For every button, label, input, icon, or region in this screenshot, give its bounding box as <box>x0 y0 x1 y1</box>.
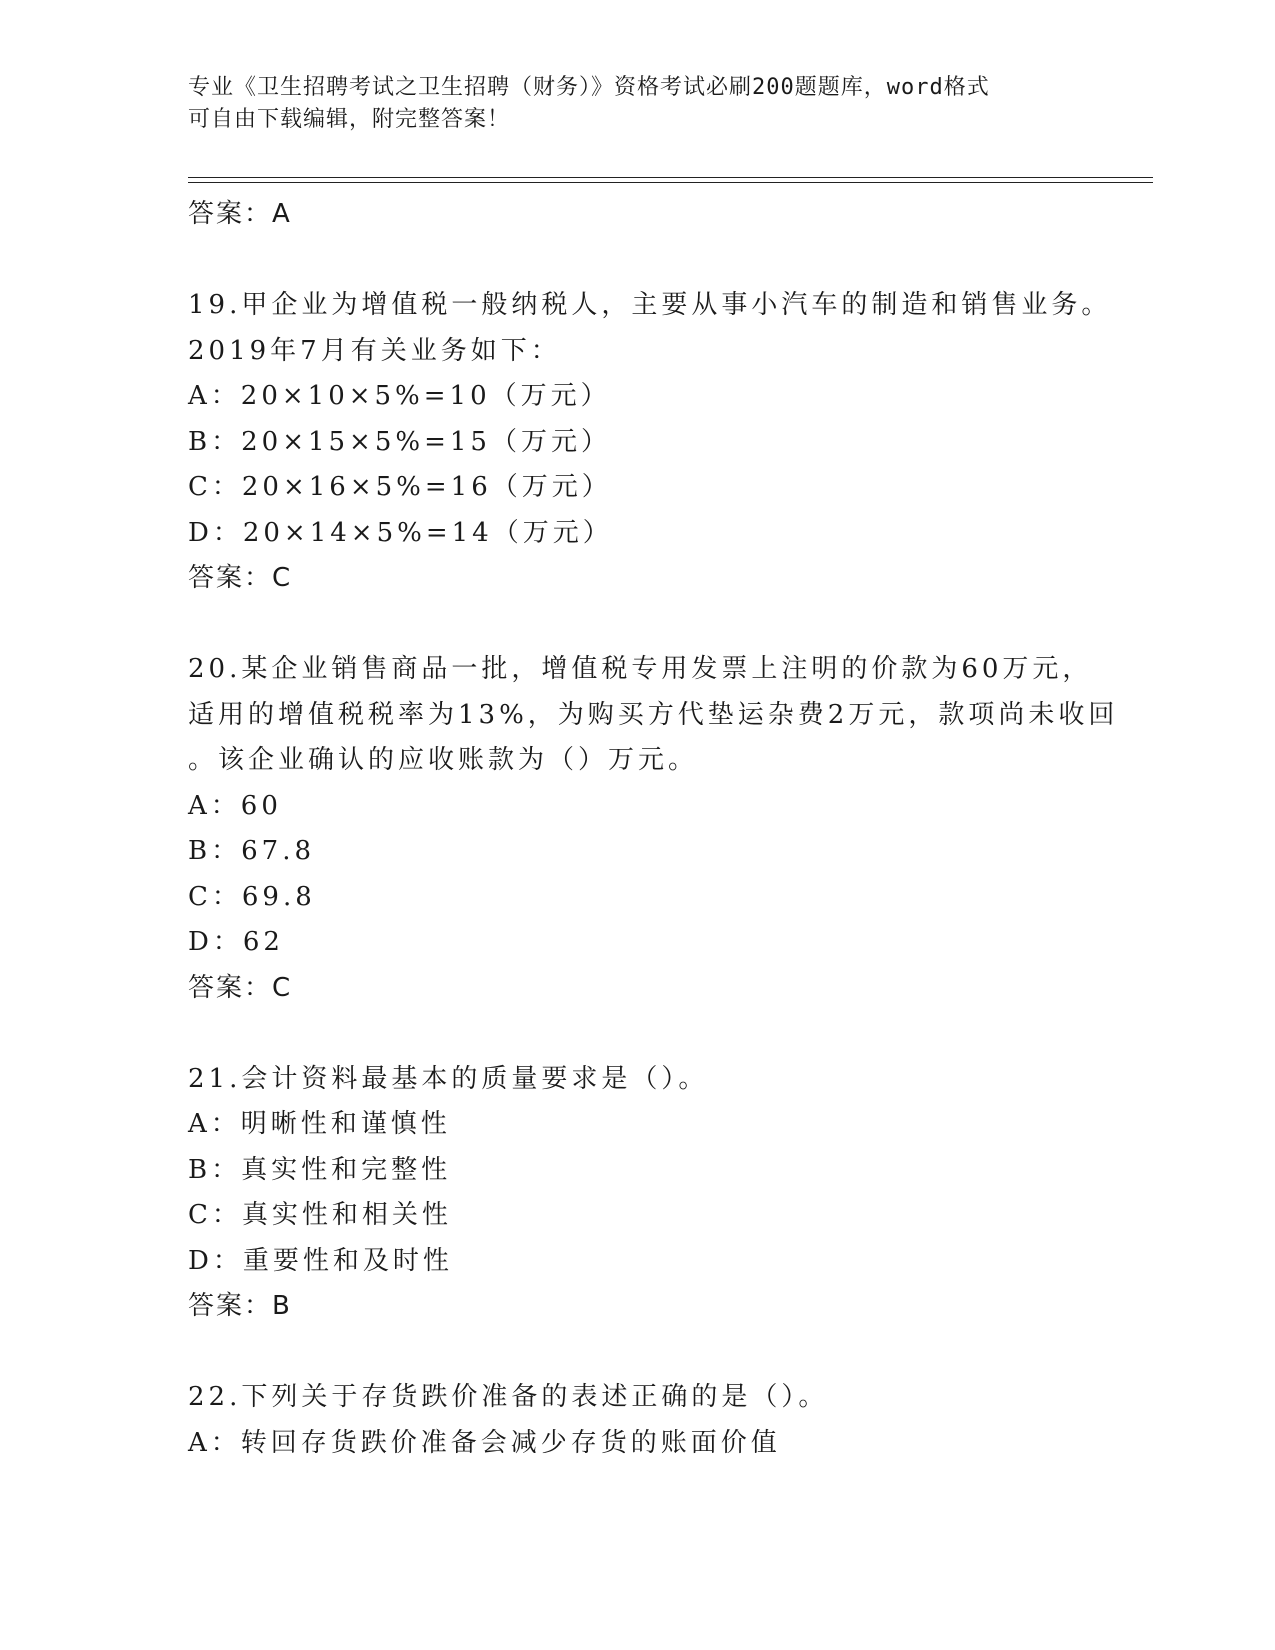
document-body <box>188 192 1119 1466</box>
option-d: D：62 <box>188 927 284 957</box>
header-rule-top <box>188 177 1153 178</box>
question-19 <box>188 283 1112 602</box>
answer: 答案：C <box>188 563 293 593</box>
document-header <box>188 72 1088 136</box>
spacer <box>188 602 1088 648</box>
option-c: C：真实性和相关性 <box>188 1200 452 1230</box>
question-stem-line: 21.会计资料最基本的质量要求是（）。 <box>188 1063 709 1094</box>
spacer <box>188 238 1088 284</box>
header-line-2: 可自由下载编辑，附完整答案！ <box>188 107 511 132</box>
spacer <box>188 1011 1088 1057</box>
option-c: C：20×16×5%=16（万元） <box>188 472 612 502</box>
question-stem-line: 适用的增值税税率为13%，为购买方代垫运杂费2万元，款项尚未收回 <box>188 699 1119 730</box>
option-a: A：20×10×5%=10（万元） <box>188 381 611 411</box>
answer: 答案：C <box>188 972 293 1003</box>
option-c: C：69.8 <box>188 881 316 912</box>
option-b: B：67.8 <box>188 836 315 866</box>
question-20 <box>188 647 1119 1011</box>
question-21 <box>188 1057 1088 1330</box>
answer: 答案：B <box>188 1291 292 1321</box>
option-d: D：20×14×5%=14（万元） <box>188 517 613 548</box>
option-a: A：明晰性和谨慎性 <box>188 1109 451 1139</box>
option-b: B：20×15×5%=15（万元） <box>188 426 611 457</box>
question-stem-line: 22.下列关于存货跌价准备的表述正确的是（）。 <box>188 1382 829 1412</box>
option-a: A：60 <box>188 790 282 821</box>
header-rule-bottom <box>188 182 1153 183</box>
question-22 <box>188 1375 1088 1466</box>
option-b: B：真实性和完整性 <box>188 1154 452 1185</box>
header-line-1: 专业《卫生招聘考试之卫生招聘（财务）》资格考试必刷200题题库，word格式 <box>188 75 990 100</box>
option-d: D：重要性和及时性 <box>188 1245 453 1276</box>
question-stem-line: 19.甲企业为增值税一般纳税人，主要从事小汽车的制造和销售业务。 <box>188 290 1112 320</box>
previous-answer: 答案：A <box>188 199 292 229</box>
spacer <box>188 1330 1088 1376</box>
question-stem-line: 2019年7月有关业务如下： <box>188 335 561 366</box>
question-stem-line: 20.某企业销售商品一批，增值税专用发票上注明的价款为60万元， <box>188 654 1093 684</box>
option-a: A：转回存货跌价准备会减少存货的账面价值 <box>188 1427 781 1458</box>
question-stem-line: 。该企业确认的应收账款为（）万元。 <box>188 745 699 775</box>
